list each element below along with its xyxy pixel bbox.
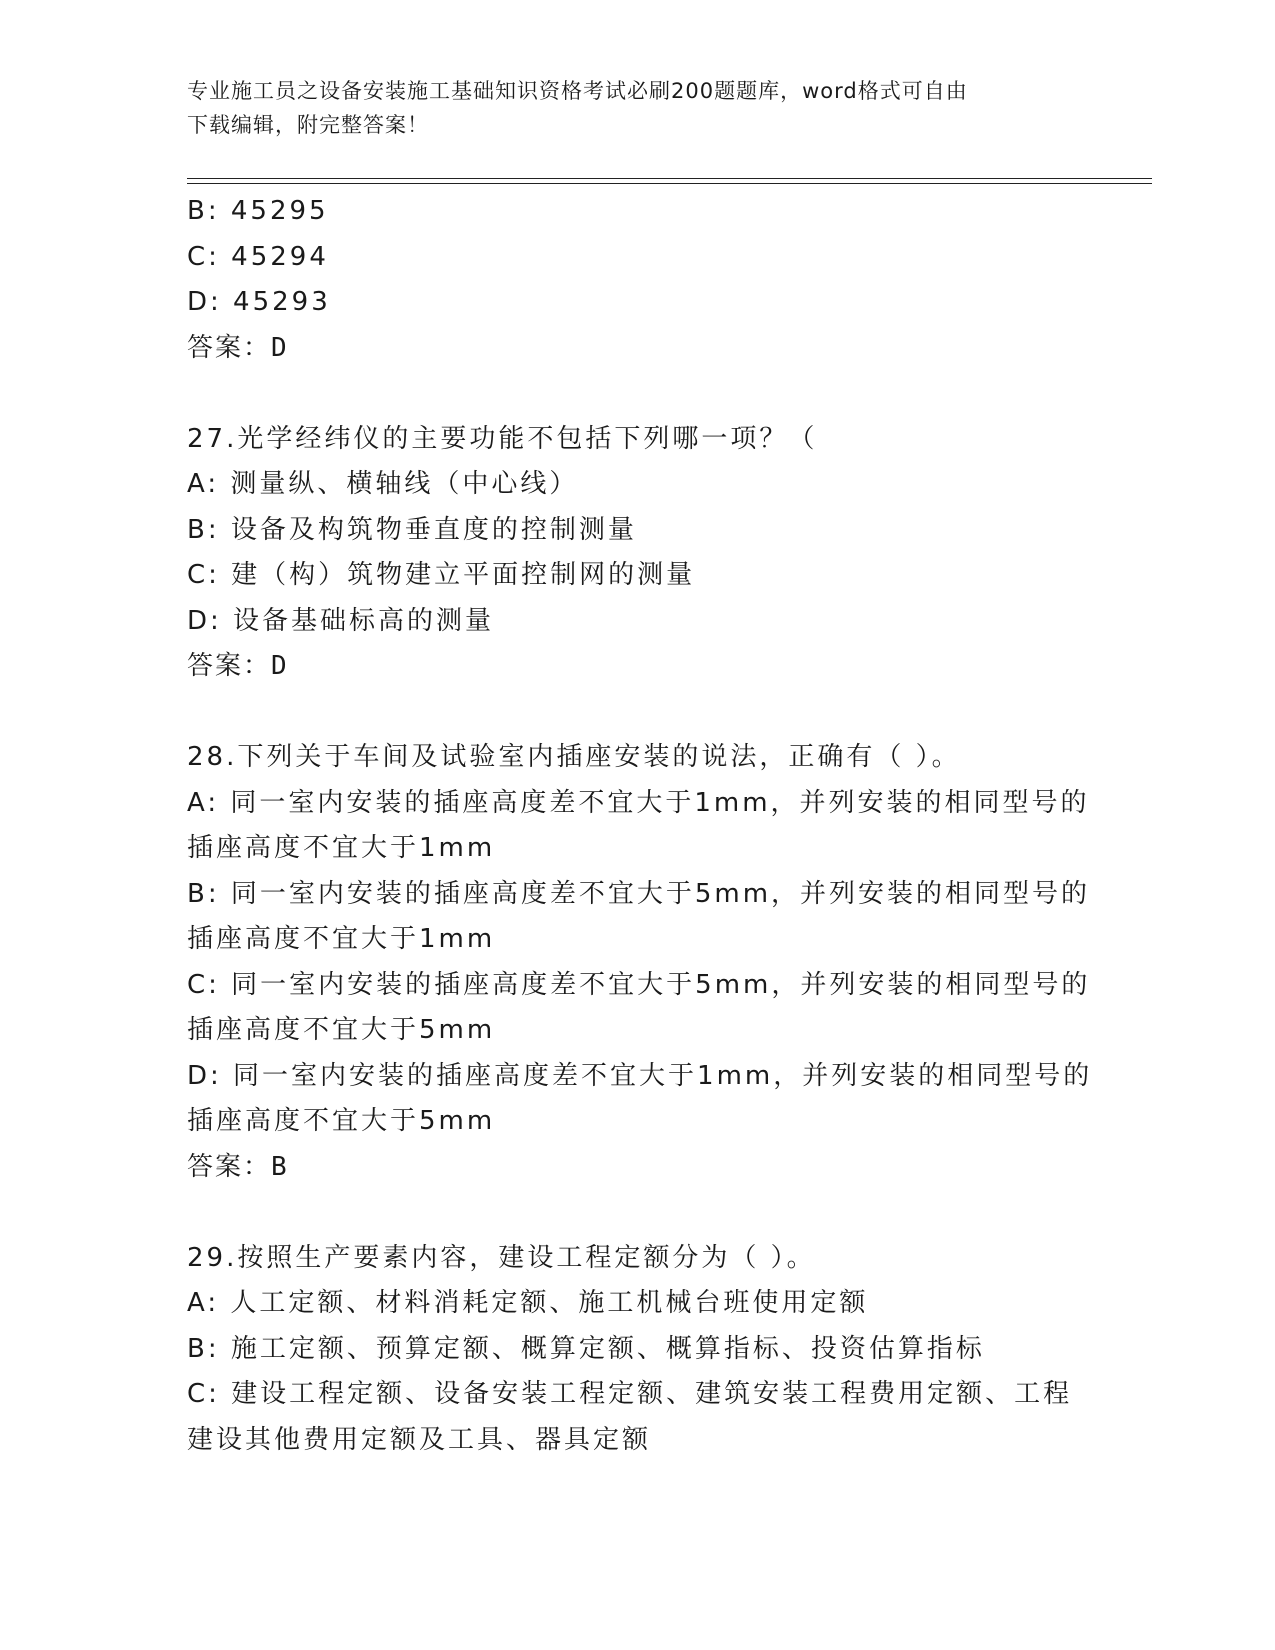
- option-a: A: 人工定额、材料消耗定额、施工机械台班使用定额: [187, 1288, 869, 1318]
- question-text: 27.光学经纬仪的主要功能不包括下列哪一项？（: [187, 423, 818, 454]
- question-26-tail: [187, 189, 1087, 371]
- question-text: 29.按照生产要素内容，建设工程定额分为（ ）。: [187, 1242, 816, 1273]
- document-header: [187, 74, 1087, 142]
- answer: 答案：D: [187, 651, 289, 681]
- option-b: B: 设备及构筑物垂直度的控制测量: [187, 514, 637, 545]
- option-b-continued: 插座高度不宜大于1mm: [187, 924, 496, 954]
- header-line-1: 专业施工员之设备安装施工基础知识资格考试必刷200题题库，word格式可自由: [187, 79, 968, 103]
- option-d-continued: 插座高度不宜大于5mm: [187, 1106, 496, 1136]
- answer: 答案：D: [187, 332, 289, 363]
- spacer: [187, 690, 1087, 736]
- option-d: D: 同一室内安装的插座高度差不宜大于1mm，并列安装的相同型号的: [187, 1060, 1093, 1091]
- header-divider-bottom: [187, 183, 1152, 184]
- header-line-2: 下载编辑，附完整答案！: [187, 113, 429, 137]
- header-divider-top: [187, 178, 1152, 179]
- option-d: D: 设备基础标高的测量: [187, 605, 495, 636]
- option-c-continued: 建设其他费用定额及工具、器具定额: [187, 1424, 652, 1455]
- option-b: B: 同一室内安装的插座高度差不宜大于5mm，并列安装的相同型号的: [187, 878, 1091, 909]
- option-c: C: 45294: [187, 241, 329, 272]
- option-a-continued: 插座高度不宜大于1mm: [187, 833, 496, 863]
- question-29: [187, 1236, 1087, 1464]
- question-28: [187, 735, 1093, 1190]
- question-content: [187, 189, 1093, 1463]
- spacer: [187, 371, 1087, 417]
- option-d: D: 45293: [187, 287, 331, 317]
- option-c: C: 建（构）筑物建立平面控制网的测量: [187, 560, 696, 590]
- option-a: A: 同一室内安装的插座高度差不宜大于1mm，并列安装的相同型号的: [187, 787, 1090, 818]
- option-c-continued: 插座高度不宜大于5mm: [187, 1015, 496, 1045]
- option-c: C: 同一室内安装的插座高度差不宜大于5mm，并列安装的相同型号的: [187, 969, 1091, 1000]
- option-c: C: 建设工程定额、设备安装工程定额、建筑安装工程费用定额、工程: [187, 1379, 1073, 1409]
- option-b: B: 施工定额、预算定额、概算定额、概算指标、投资估算指标: [187, 1333, 985, 1364]
- answer: 答案：B: [187, 1151, 289, 1182]
- question-text: 28.下列关于车间及试验室内插座安装的说法，正确有（ ）。: [187, 742, 961, 772]
- option-b: B: 45295: [187, 196, 329, 226]
- spacer: [187, 1190, 1087, 1236]
- option-a: A: 测量纵、横轴线（中心线）: [187, 469, 579, 499]
- question-27: [187, 417, 1087, 690]
